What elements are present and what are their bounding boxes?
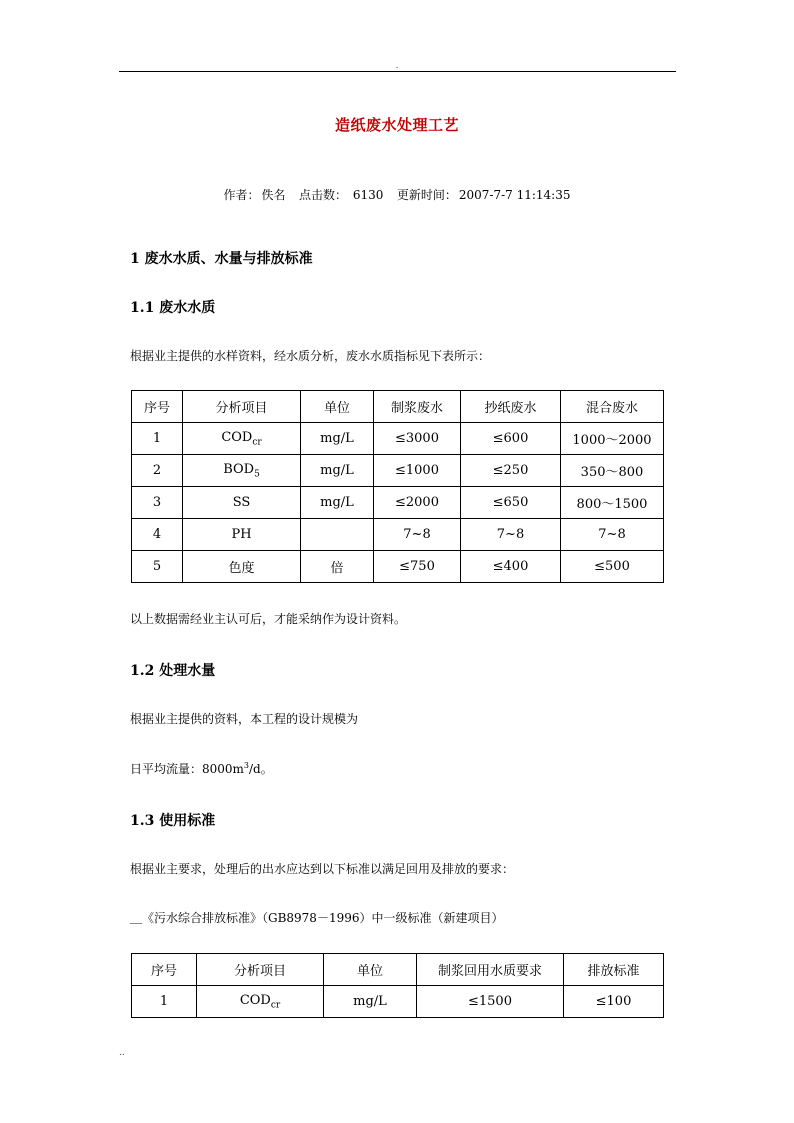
section-1-3-paragraph: 根据业主要求，处理后的出水应达到以下标准以满足回用及排放的要求： [130, 862, 515, 876]
cell-paper: ≤600 [461, 423, 561, 455]
cell-pulp: ≤2000 [374, 487, 461, 519]
cell-paper: ≤650 [461, 487, 561, 519]
author-value: 佚名 [261, 188, 286, 202]
header-cell: 分析项目 [183, 391, 301, 423]
item-subscript: 5 [254, 469, 260, 480]
cell-pulp: ≤3000 [374, 423, 461, 455]
author-label: 作者： [223, 188, 260, 202]
cell-mixed: 800～1500 [561, 487, 664, 519]
cell-mixed: 350～800 [561, 455, 664, 487]
section-1-1-intro: 根据业主提供的水样资料，经水质分析，废水水质指标见下表所示： [130, 349, 491, 363]
header-cell: 序号 [132, 954, 197, 986]
cell-pulp: 7~8 [374, 519, 461, 551]
cell-no: 4 [132, 519, 183, 551]
daily-flow-suffix: /d。 [249, 762, 273, 776]
standard-reference: ＿《污水综合排放标准》（GB8978－1996）中一级标准（新建项目） [130, 911, 504, 925]
cell-unit: mg/L [324, 986, 417, 1018]
cell-unit [301, 519, 374, 551]
cell-mixed: ≤500 [561, 551, 664, 583]
cell-no: 3 [132, 487, 183, 519]
table-header-row [132, 954, 664, 986]
header-cell: 序号 [132, 391, 183, 423]
cell-item: PH [183, 519, 301, 551]
header-cell: 制浆回用水质要求 [417, 954, 564, 986]
table-row [132, 551, 664, 583]
cell-unit: mg/L [301, 423, 374, 455]
cell-discharge: ≤100 [564, 986, 664, 1018]
table-row [132, 455, 664, 487]
water-quality-table [131, 390, 664, 583]
header-cell: 制浆废水 [374, 391, 461, 423]
article-meta [0, 186, 794, 203]
item-text: BOD [223, 461, 255, 477]
section-1-2-heading: 1.2 处理水量 [130, 663, 216, 679]
section-1-3-heading: 1.3 使用标准 [130, 813, 216, 829]
cell-unit: mg/L [301, 455, 374, 487]
cell-no: 1 [132, 423, 183, 455]
flow-unit-superscript: 3 [243, 761, 250, 770]
discharge-standard-table [131, 953, 664, 1018]
cell-item [183, 455, 301, 487]
cell-unit: mg/L [301, 487, 374, 519]
cell-pulp: ≤1000 [374, 455, 461, 487]
updated-label: 更新时间： [396, 188, 457, 202]
cell-item: SS [183, 487, 301, 519]
daily-flow-line [130, 760, 273, 777]
section-1-2-paragraph: 根据业主提供的资料，本工程的设计规模为 [130, 712, 359, 726]
table-row [132, 519, 664, 551]
cell-item: 色度 [183, 551, 301, 583]
header-dot: . [395, 61, 399, 71]
cell-paper: ≤400 [461, 551, 561, 583]
footer-dots: .. [119, 1048, 125, 1058]
section-1-1-note: 以上数据需经业主认可后，才能采纳作为设计资料。 [130, 612, 407, 626]
document-title: 造纸废水处理工艺 [334, 116, 459, 134]
cell-no: 1 [132, 986, 197, 1018]
cell-reuse: ≤1500 [417, 986, 564, 1018]
item-text: COD [221, 429, 253, 445]
cell-no: 5 [132, 551, 183, 583]
cell-no: 2 [132, 455, 183, 487]
item-subscript: cr [270, 1000, 281, 1011]
cell-item [197, 986, 324, 1018]
section-1-heading: 1 废水水质、水量与排放标准 [130, 251, 313, 267]
table-row [132, 487, 664, 519]
table-row [132, 986, 664, 1018]
header-cell: 混合废水 [561, 391, 664, 423]
header-cell: 排放标准 [564, 954, 664, 986]
header-cell: 分析项目 [197, 954, 324, 986]
table-row [132, 423, 664, 455]
header-rule [119, 71, 676, 72]
cell-unit: 倍 [301, 551, 374, 583]
cell-paper: ≤250 [461, 455, 561, 487]
item-subscript: cr [252, 437, 262, 448]
cell-item [183, 423, 301, 455]
item-text: COD [239, 992, 271, 1008]
cell-pulp: ≤750 [374, 551, 461, 583]
clicks-value: 6130 [352, 188, 384, 202]
header-cell: 单位 [301, 391, 374, 423]
cell-mixed: 1000～2000 [561, 423, 664, 455]
table-header-row [132, 391, 664, 423]
header-cell: 单位 [324, 954, 417, 986]
section-1-1-heading: 1.1 废水水质 [130, 300, 216, 316]
cell-paper: 7~8 [461, 519, 561, 551]
clicks-label: 点击数： [298, 188, 347, 202]
header-cell: 抄纸废水 [461, 391, 561, 423]
cell-mixed: 7~8 [561, 519, 664, 551]
daily-flow-prefix: 日平均流量：8000m [130, 762, 244, 776]
updated-value: 2007-7-7 11:14:35 [458, 188, 571, 202]
